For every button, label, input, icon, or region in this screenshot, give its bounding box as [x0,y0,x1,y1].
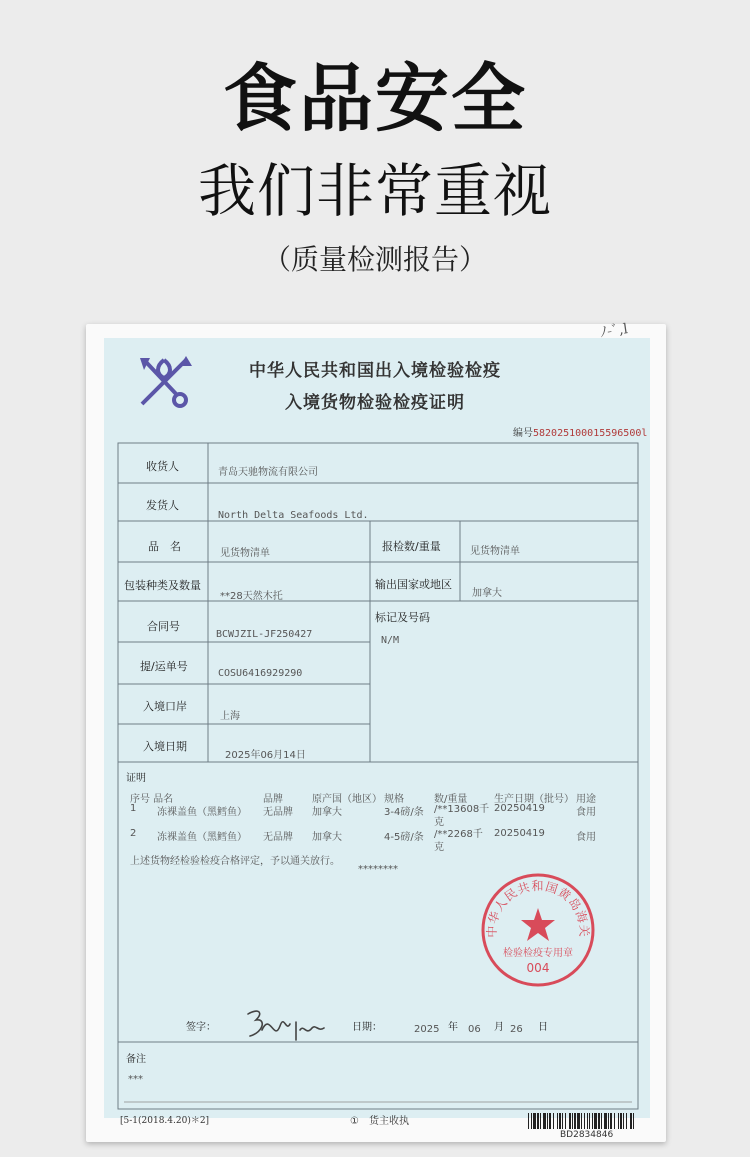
packaging-value: **28天然木托 [220,591,283,602]
proof-cell: 冻裸盖鱼（黑鳕鱼） [157,832,247,843]
port-label: 入境口岸 [143,700,187,713]
signature-label: 签字： [186,1022,216,1033]
proof-column-header: 生产日期（批号） [494,794,574,805]
handwritten-signature-icon [240,1002,330,1054]
remarks-value: *** [128,1074,143,1085]
proof-cell: 2 [130,828,137,839]
serial-label: 编号 [513,428,533,439]
export-country-value: 加拿大 [472,588,502,599]
packaging-label: 包装种类及数量 [124,579,201,592]
bill-value: COSU6416929290 [218,668,303,679]
consignor-value: North Delta Seafoods Ltd. [218,510,369,521]
entry-date-label: 入境日期 [143,740,187,753]
proof-cell: /**2268千克 [434,829,483,853]
proof-column-header: 用途 [576,794,596,805]
proof-cell: 4-5磅/条 [384,832,424,843]
remarks-label: 备注 [126,1054,146,1065]
entry-date-value: 2025年06月14日 [225,750,306,761]
consignor-label: 发货人 [146,499,179,512]
port-value: 上海 [220,711,240,722]
hero-subtitle: 我们非常重视 [197,157,552,225]
proof-cell: 食用 [576,807,596,818]
marks-value: N/M [381,635,400,646]
proof-cell: 1 [130,803,137,814]
consignee-label: 收货人 [146,460,179,473]
svg-text:检验检疫专用章: 检验检疫专用章 [503,948,573,959]
proof-conclusion: 上述货物经检验检疫合格评定，予以通关放行。 [130,856,340,867]
proof-cell: 20250419 [494,828,545,839]
consignee-value: 青岛天驰物流有限公司 [218,467,318,478]
svg-text:中华人民共和国黄岛海关: 中华人民共和国黄岛海关 [484,879,592,938]
proof-cell: 加拿大 [312,807,342,818]
proof-cell: 加拿大 [312,832,342,843]
declared-weight-label: 报检数/重量 [382,540,441,553]
date-day-unit: 日 [538,1022,548,1033]
date-day: 26 [510,1024,523,1035]
product-name-value: 见货物清单 [220,548,270,559]
proof-column-header: 品牌 [263,794,283,805]
date-year: 2025 [414,1024,440,1035]
contract-value: BCWJZIL-JF250427 [216,629,313,640]
serial-value: 582025100015596500l [533,428,648,439]
official-seal-icon [478,870,598,990]
proof-cell: 无品牌 [263,832,293,843]
barcode-icon [528,1113,636,1129]
date-month-unit: 月 [494,1022,504,1033]
barcode-number: BD2834846 [560,1130,614,1140]
certificate-title: 入境货物检验检疫证明 [285,393,465,413]
handwritten-corner-mark: ﾉ-ﾞ,l [599,321,629,341]
contract-label: 合同号 [147,620,180,633]
date-year-unit: 年 [448,1022,458,1033]
form-code: [5-1(2018.4.20)＊2] [120,1116,210,1126]
hero-note: （质量检测报告） [262,243,487,276]
certificate-authority: 中华人民共和国出入境检验检疫 [249,361,501,381]
proof-heading: 证明 [126,773,146,784]
proof-column-header: 规格 [384,794,404,805]
date-label: 日期： [352,1022,382,1033]
proof-cell: 食用 [576,832,596,843]
proof-column-header: 序号 品名 [130,794,174,805]
declared-weight-value: 见货物清单 [470,546,520,557]
proof-cell: 冻裸盖鱼（黑鳕鱼） [157,807,247,818]
proof-cell: 20250419 [494,803,545,814]
copy-designation: ① 货主收执 [350,1116,409,1127]
date-month: 06 [468,1024,481,1035]
product-name-label: 品 名 [148,540,181,553]
proof-column-header: 原产国（地区） [312,794,382,805]
proof-column-header: 数/重量 [434,794,468,805]
bill-label: 提/运单号 [140,660,188,673]
proof-cell: 无品牌 [263,807,293,818]
marks-label: 标记及号码 [375,611,430,624]
proof-cell: /**13608千克 [434,804,490,828]
export-country-label: 输出国家或地区 [375,578,452,591]
svg-text:004: 004 [526,961,550,975]
proof-cell: 3-4磅/条 [384,807,424,818]
hero-title: 食品安全 [223,56,527,142]
proof-end-stars: ******** [358,864,398,875]
